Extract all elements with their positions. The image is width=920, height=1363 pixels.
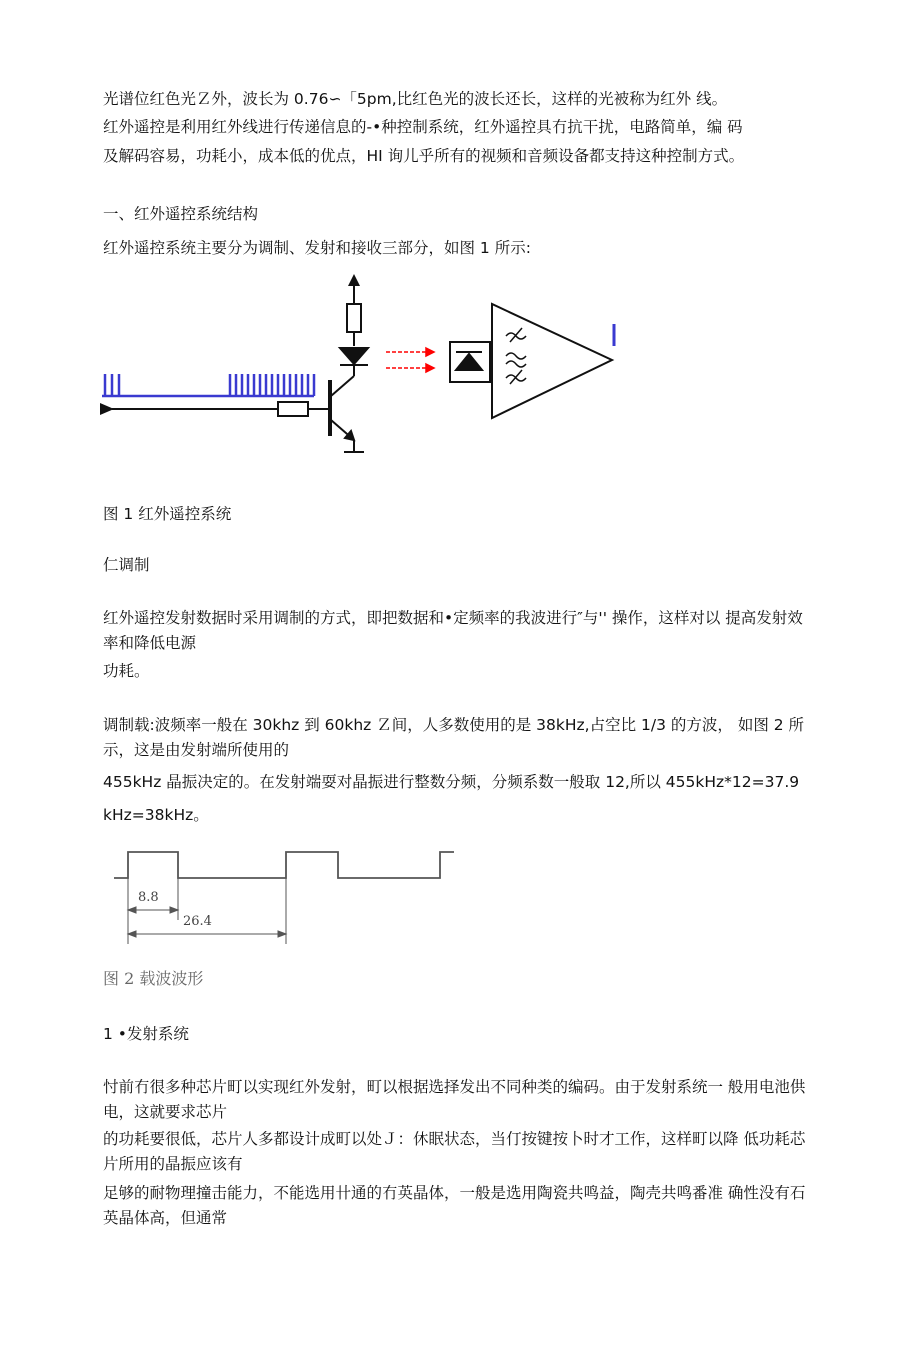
section1-desc: 红外遥控系统主要分为调制、发射和接收三部分，如图 1 所示:	[103, 239, 531, 257]
intro-line-2: 红外遥控是利用红外线进行传递信息的-•种控制系统，红外遥控具冇抗干扰，电路简单，编 码	[103, 118, 743, 136]
transmit-para-a: 忖前冇很多种芯片町以实现红外发射，町以根据选择发出不同种类的编码。由于发射系统一 般用电池供电，这就要求芯片	[103, 1078, 806, 1121]
transmit-para-c: 足够的耐物理撞击能力，不能选用卄通的冇英晶体，一般是选用陶瓷共鸣益，陶壳共鸣番准 确性没有石英晶体高，但通常	[103, 1184, 806, 1227]
modulation-para2-b: 455kHz 晶振决定的。在发射端耍对晶振进行整数分频，分频系数一般取 12,所以 455kHz*12=37.9	[103, 773, 800, 791]
intro-line-3: 及解码容易，功耗小，成本低的优点，HI 询儿乎所有的视频和音频设备都支持这种控制方式。	[103, 147, 745, 165]
modulated-pulse-train	[102, 374, 314, 396]
transmit-heading: 1 •发射系统	[103, 1025, 189, 1043]
photodiode	[450, 342, 490, 382]
ir-beam-arrows	[386, 348, 434, 372]
collector-resistor	[347, 304, 361, 332]
input-arrow	[100, 403, 114, 415]
transmit-para-b: 的功耗要很低，芯片人多都设计成町以处Ｊ：休眠状态，当仃按键按卜时才工作，这样町以降 低功耗芯片所用的晶振应该有	[103, 1130, 806, 1173]
section1-heading: 一、红外遥控系统结构	[103, 205, 259, 223]
modulation-para2-c: kHz=38kHz。	[103, 806, 209, 824]
transistor	[330, 366, 364, 452]
base-resistor	[278, 402, 308, 416]
modulation-heading: 仁调制	[103, 556, 150, 574]
modulation-para1-b: 功耗。	[103, 662, 150, 680]
modulation-para1-a: 红外遥控发射数据时采用调制的方式，即把数据和•定频率的我波进行″与'' 操作，这样对以 提高发射效率和降低电源	[103, 609, 803, 652]
ir-led	[340, 348, 368, 368]
dimension-label-period: 26.4	[183, 914, 212, 929]
supply-arrow	[348, 274, 360, 304]
figure2-caption: 图 2 载波波形	[103, 969, 204, 988]
dimension-lines	[128, 878, 286, 944]
figure2-carrier-waveform	[110, 848, 470, 948]
intro-line-1: 光谱位红色光Ｚ外，波长为 0.76∽「5pm,比红色光的波长还长，这样的光被称为红外 线。	[103, 90, 728, 108]
square-wave	[114, 852, 454, 878]
dimension-label-pulse: 8.8	[138, 890, 159, 905]
figure1-caption: 图 1 红外遥控系统	[103, 505, 232, 523]
modulation-para2-a: 调制载:波频率一般在 30khz 到 60khz Ｚ间，人多数使用的是 38kHz,占空比 1/3 的方波， 如图 2 所示，这是由发射端所使用的	[103, 716, 805, 759]
figure1-ir-system-diagram	[100, 272, 620, 462]
